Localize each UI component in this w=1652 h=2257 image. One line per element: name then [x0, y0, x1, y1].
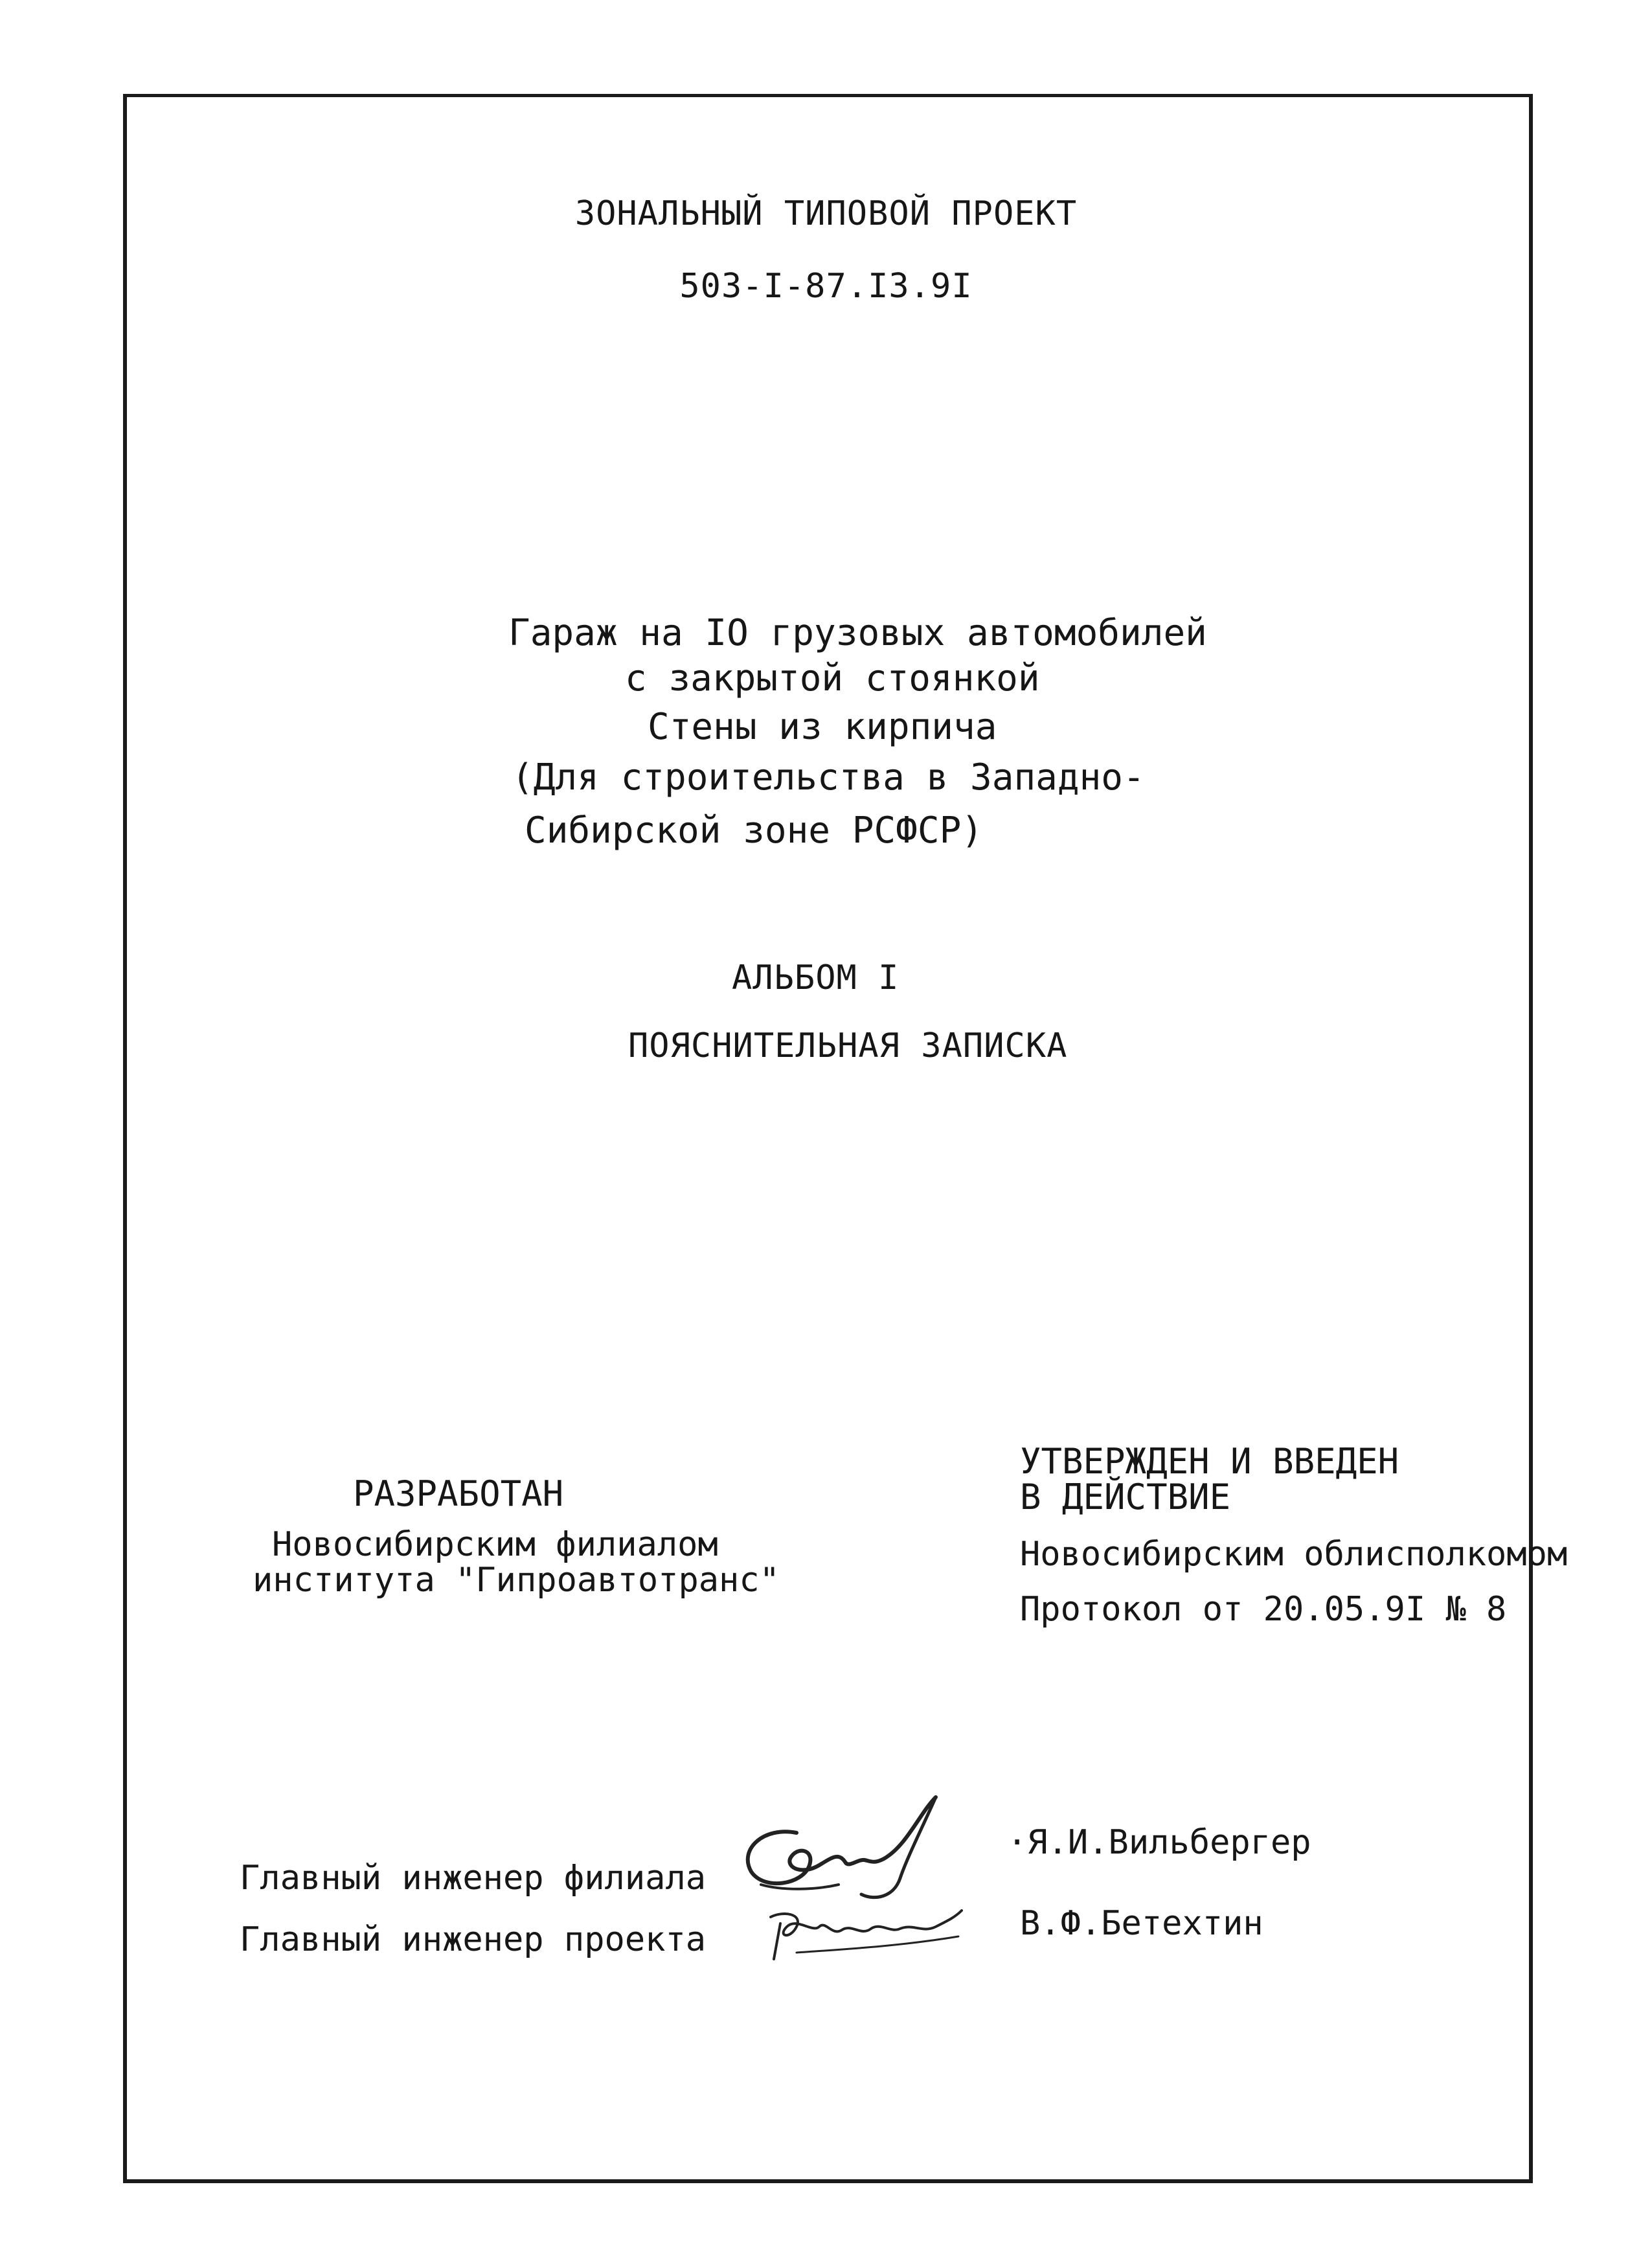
approved-line-1: Новосибирским облисполкомом	[1020, 1535, 1568, 1574]
project-number: 503-I-87.I3.9I	[679, 267, 973, 306]
signature-role-2: Главный инженер проекта	[240, 1920, 707, 1959]
signature-name-2: В.Ф.Бетехтин	[1020, 1904, 1263, 1943]
title-line-3: Стены из кирпича	[648, 706, 997, 748]
handwritten-signature-project-engineer	[758, 1898, 971, 1969]
signature-role-1: Главный инженер филиала	[240, 1859, 707, 1898]
project-type-heading: ЗОНАЛЬНЫЙ ТИПОВОЙ ПРОЕКТ	[574, 194, 1078, 233]
developed-line-1: Новосибирским филиалом	[272, 1525, 718, 1564]
title-line-4: (Для строительства в Западно-	[512, 756, 1145, 799]
developed-line-2: института "Гипроавтотранс"	[253, 1561, 780, 1600]
developed-heading: РАЗРАБОТАН	[353, 1473, 564, 1514]
signature-name-1: ·Я.И.Вильбергер	[1007, 1823, 1311, 1862]
title-line-1: Гараж на IO грузовых автомобилей	[508, 612, 1207, 654]
title-line-5: Сибирской зоне РСФСР)	[525, 810, 984, 852]
album-name: ПОЯСНИТЕЛЬНАЯ ЗАПИСКА	[628, 1026, 1068, 1065]
album-number: АЛЬБОМ I	[732, 958, 900, 997]
title-line-2: с закрытой стоянкой	[625, 657, 1040, 699]
approved-line-2: Протокол от 20.05.9I № 8	[1020, 1590, 1507, 1629]
approved-heading-2: В ДЕЙСТВИЕ	[1020, 1477, 1231, 1517]
approved-heading-1: УТВЕРЖДЕН И ВВЕДЕН	[1020, 1441, 1399, 1482]
